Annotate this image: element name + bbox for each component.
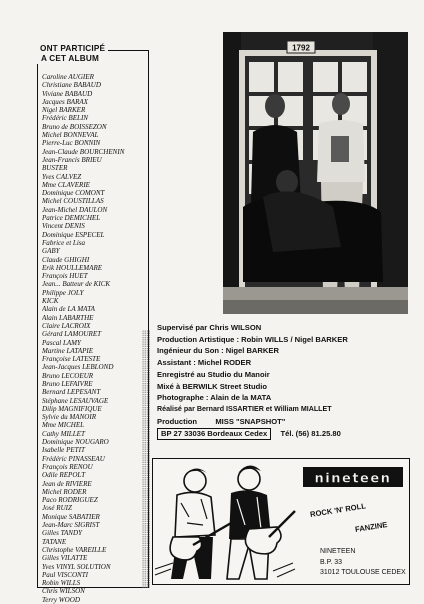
contributor-name: Vincent DENIS (42, 222, 85, 231)
fanzine-name: NINETEEN (320, 548, 356, 555)
contributor-name: Claude GHIGHI (42, 255, 90, 264)
sound-engineer: Ingénieur du Son : Nigel BARKER (157, 346, 279, 356)
credits-header-line1: ONT PARTICIPÉ (40, 44, 106, 53)
contributor-name: Jean-Jacques LEBLOND (42, 363, 114, 372)
contributor-name: KICK (42, 297, 59, 306)
contributor-name: BUSTER (42, 164, 68, 173)
contributor-name: Viviane BABAUD (42, 89, 93, 98)
postal-address: BP 27 33036 Bordeaux Cedex (157, 428, 271, 440)
contributor-name: Caroline AUGIER (42, 73, 94, 81)
contributor-name: Stéphane LESAUVAGE (42, 396, 109, 405)
contributor-name: Fabrice et Lisa (42, 238, 86, 247)
contributor-name: Jean... Batteur de KICK (42, 280, 111, 289)
production-label: Production (157, 416, 198, 426)
logo-text: nineteen (314, 471, 392, 487)
contributor-name: Gilles TANDY (42, 529, 83, 538)
contributor-name: Yves VINYL SOLUTION (42, 562, 111, 571)
contributor-name: Claire LACROIX (42, 321, 91, 330)
nineteen-logo (303, 465, 403, 489)
contributor-name: Pierre-Luc BONNIN (42, 139, 101, 148)
door-number: 1792 (292, 43, 310, 53)
contributor-name: François HUET (42, 272, 88, 281)
tagline-fanzine: FANZINE (354, 520, 388, 535)
contributor-name: Terry WOOD (42, 595, 80, 604)
tagline-rock-n-roll: ROCK 'N' ROLL (309, 501, 367, 520)
production-company: MISS "SNAPSHOT" (215, 416, 286, 426)
contributor-name: Isabelle PETIT (42, 446, 85, 455)
contributor-name: Martine LATAPIE (42, 346, 94, 355)
contributor-name: Bruno de BOISSEZON (42, 122, 107, 131)
contributor-name: Monique SABATIER (42, 512, 100, 521)
contributor-name: Dominique COMONT (42, 189, 105, 198)
fanzine-po-box: B.P. 33 (320, 558, 343, 566)
realised-by: Réalisé par Bernard ISSARTIER et William MIALLET (157, 404, 332, 413)
contributor-name: Paco RODRIGUEZ (42, 496, 98, 505)
contributor-name: Jean-Claude BOURCHENIN (42, 147, 125, 156)
fanzine-address (320, 547, 406, 579)
contributor-name: Dominique NOUGARO (42, 438, 109, 447)
contributor-name: Christophe VAREILLE (42, 545, 107, 554)
address-line (157, 428, 417, 440)
contributor-name: Philippe JOLY (42, 288, 84, 297)
production-line (157, 416, 417, 428)
contributor-name: Odile REPOLT (42, 471, 86, 480)
contributor-name: Bernard LEPESANT (42, 388, 101, 397)
contributor-name: Mme MICHEL (42, 421, 85, 430)
contributor-name: Paul VISCONTI (42, 570, 89, 579)
contributor-name: Chris WILSON (42, 587, 85, 596)
mixed-at: Mixé à BERWILK Street Studio (157, 381, 267, 391)
contributor-name: Michel COUSTILLAS (42, 197, 104, 206)
contributor-name: GABY (42, 247, 60, 256)
contributor-name: Frédéric PINASSEAU (42, 454, 105, 463)
guitarists-illustration (153, 459, 298, 583)
contributor-name: Patrice DEMICHEL (42, 214, 101, 223)
contributor-name: Michel BONNEVAL (42, 131, 99, 140)
recorded-at: Enregistré au Studio du Manoir (157, 369, 270, 379)
contributor-name: Sylvie du MANOIR (42, 413, 97, 422)
contributor-name: Jean-Francis BRIEU (42, 155, 102, 164)
contributor-name: TATANE (42, 537, 67, 546)
contributor-name: Alain de LA MATA (42, 305, 95, 314)
contributor-name: Cathy MILLET (42, 429, 85, 438)
contributor-name: Jean-Michel DAULON (42, 205, 108, 214)
fanzine-tagline (309, 501, 410, 535)
contributor-name: François RENOU (42, 462, 93, 471)
contributor-name: José RUIZ (42, 504, 72, 513)
phone-number: Tél. (56) 81.25.80 (280, 429, 341, 439)
contributor-name: Robin WILLS (42, 579, 81, 588)
contributor-name: Erik HOULLEMARE (42, 263, 103, 272)
credits-header-line2: A CET ALBUM (41, 54, 99, 63)
contributor-name: Michel RODER (42, 487, 87, 496)
artistic-production: Production Artistique : Robin WILLS / Nigel BARKER (157, 334, 348, 344)
fanzine-advert (152, 458, 410, 585)
supervised-by: Supervisé par Chris WILSON (157, 323, 262, 332)
contributor-name: Dominique ESPECEL (42, 230, 105, 239)
contributor-name: Alain LABARTHE (42, 313, 94, 322)
contributor-name: Gérard LAMOURET (42, 330, 102, 339)
contributor-name: Yves CALVEZ (42, 172, 82, 181)
contributors-list (42, 73, 146, 604)
fanzine-city: 31012 TOULOUSE CEDEX (320, 569, 406, 577)
contributor-name: Jean-Marc SIGRIST (42, 521, 100, 530)
production-credits (157, 322, 417, 440)
contributor-name: Mme CLAVERIE (42, 180, 90, 189)
contributor-name: Bruno LEFAIVRE (42, 379, 93, 388)
contributor-name: Nigel BARKER (42, 106, 86, 115)
contributor-name: Françoise LATESTE (42, 355, 101, 364)
contributor-name: Pascal LAMY (42, 338, 81, 347)
halftone-strip (142, 330, 150, 588)
contributor-name: Jean de RIVIERE (42, 479, 92, 488)
contributor-name: Bruno LECOEUR (42, 371, 94, 380)
credits-header (37, 44, 108, 64)
contributor-name: Jacques BARAX (42, 97, 88, 106)
contributor-name: Christiane BABAUD (42, 81, 101, 90)
photographer: Photographe : Alain de la MATA (157, 393, 272, 403)
contributor-name: Dilip MAGNIFIQUE (42, 404, 102, 413)
assistant: Assistant : Michel RODER (157, 358, 252, 368)
contributor-name: Gilles VILATTE (42, 554, 88, 563)
contributor-name: Frédéric BELIN (42, 114, 88, 123)
band-photo (223, 32, 408, 314)
